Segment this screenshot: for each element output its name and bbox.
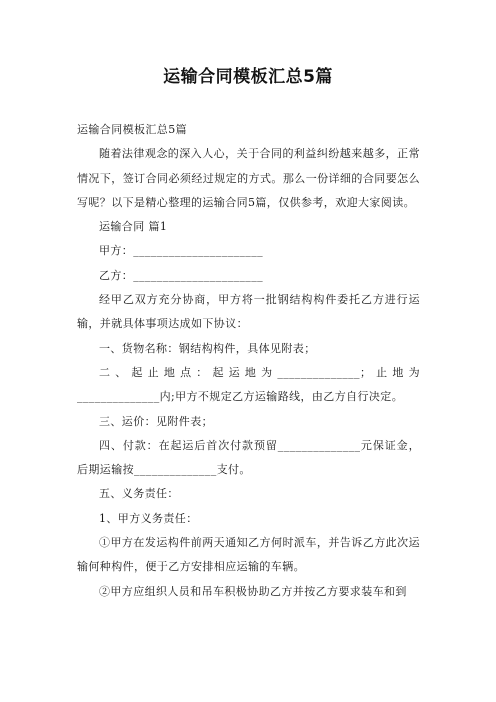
document-paragraph: 五、义务责任： xyxy=(99,487,179,501)
document-body xyxy=(77,118,420,604)
document-paragraph: 三、运价：见附件表； xyxy=(99,414,213,428)
document-title: 运输合同模板汇总5篇 xyxy=(163,67,333,87)
document-paragraph: 1、甲方义务责任： xyxy=(99,511,198,525)
document-paragraph: 随着法律观念的深入人心，关于合同的利益纠纷越来越多，正常情况下，签订合同必须经过规定的方式。那么一份详细的合同要怎么写呢？以下是精心整理的运输合同5篇，仅供参考，欢迎大家阅读。 xyxy=(77,147,420,209)
document-paragraph: 甲方：______________________ xyxy=(99,244,263,258)
document-paragraph: 运输合同模板汇总5篇 xyxy=(77,123,187,136)
document-paragraph: 二、起止地点：起运地为______________；止地为______________内;甲方不规定乙方运输路线，由乙方自行决定。 xyxy=(77,365,420,404)
document-paragraph: 乙方：______________________ xyxy=(99,268,263,282)
document-paragraph: ②甲方应组织人员和吊车积极协助乙方并按乙方要求装车和到 xyxy=(99,584,407,598)
document-paragraph: 经甲乙双方充分协商，甲方将一批钢结构构件委托乙方进行运输，并就具体事项达成如下协议： xyxy=(77,293,420,331)
document-paragraph: 一、货物名称：钢结构构件，具体见附表； xyxy=(99,341,316,355)
document-paragraph: 运输合同 篇1 xyxy=(99,220,168,234)
document-paragraph: 四、付款：在起运后首次付款预留______________元保证金，后期运输按______________支付。 xyxy=(77,438,420,477)
document-paragraph: ①甲方在发运构件前两天通知乙方何时派车，并告诉乙方此次运输何种构件，便于乙方安排相应运输的车辆。 xyxy=(77,536,420,574)
